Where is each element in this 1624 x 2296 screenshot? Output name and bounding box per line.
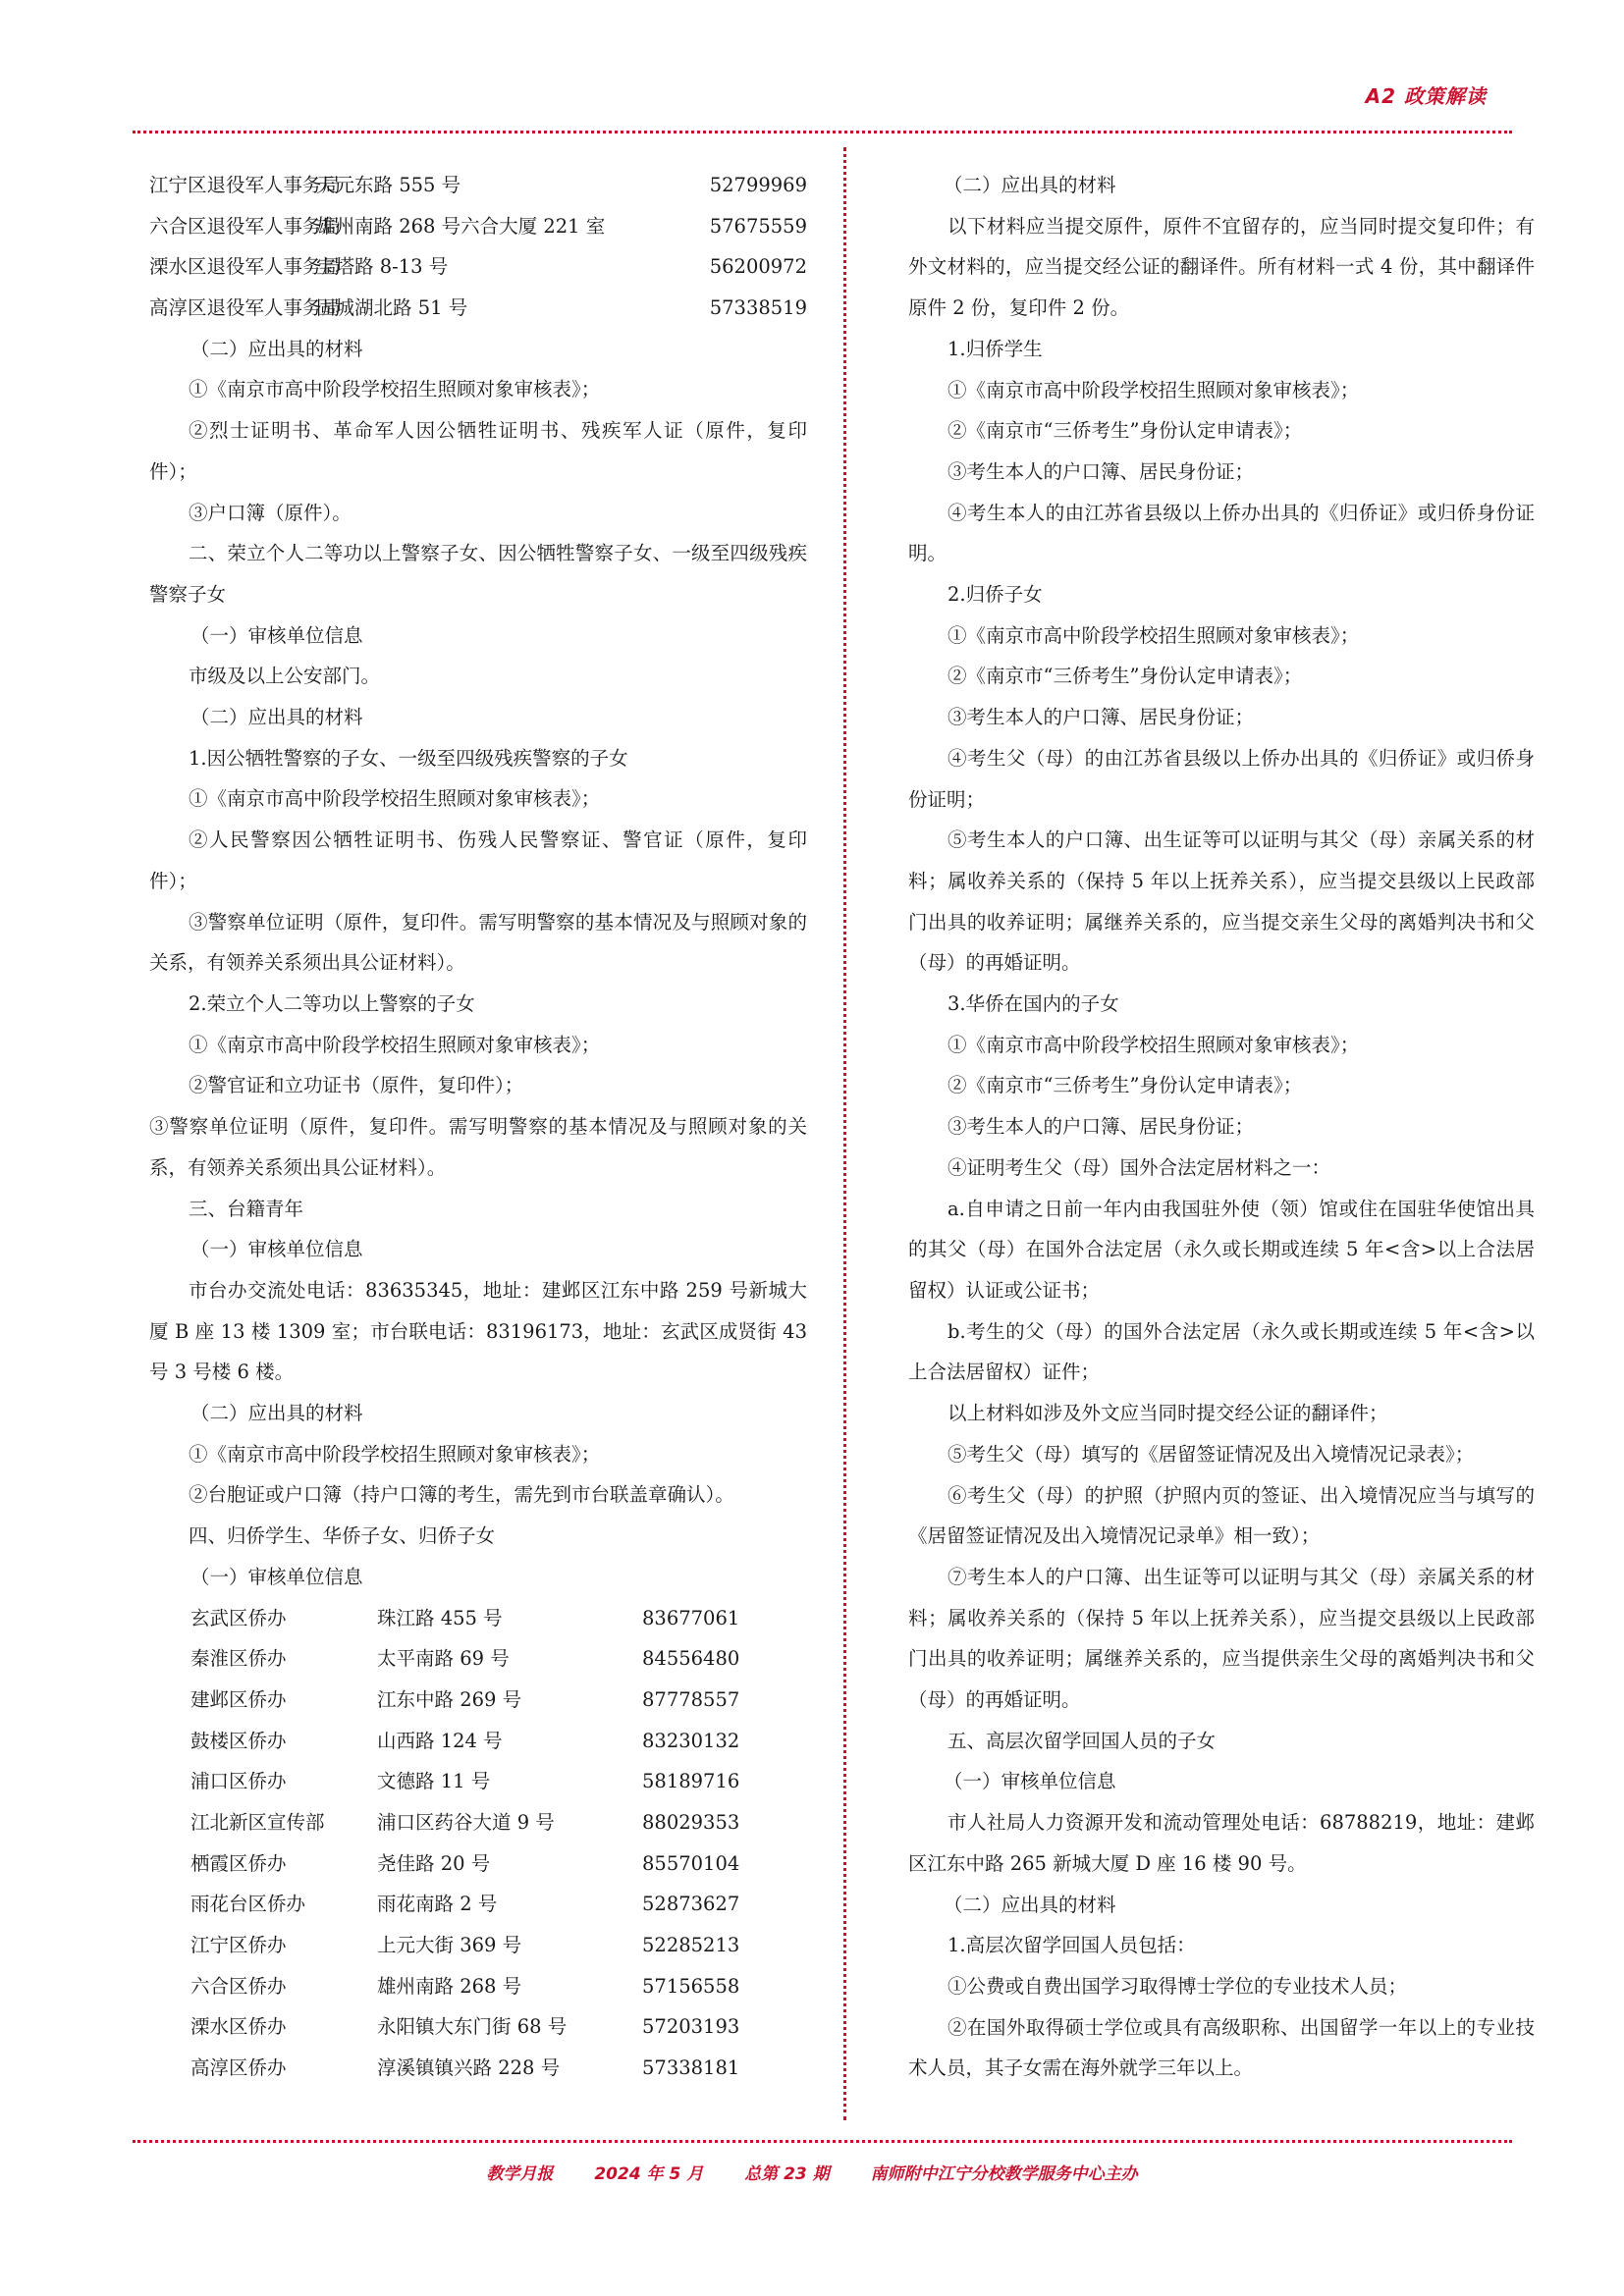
subheading: （一）审核单位信息 <box>944 1770 1116 1793</box>
subheading: （二）应出具的材料 <box>190 1402 363 1425</box>
subheading: （一）审核单位信息 <box>190 1565 363 1588</box>
paragraph: 1.高层次留学回国人员包括： <box>947 1934 1196 1957</box>
page-header-label: A2 政策解读 <box>1365 84 1487 108</box>
paragraph: 1.因公牺牲警察的子女、一级至四级残疾警察的子女 <box>189 746 628 770</box>
right-column <box>908 165 1535 2089</box>
paragraph: ①公费或自费出国学习取得博士学位的专业技术人员； <box>947 1974 1408 1998</box>
paragraph: 市人社局人力资源开发和流动管理处电话：68788219，地址：建邺区江东中路 265 新城大厦 D 座 16 楼 90 号。 <box>908 1811 1535 1875</box>
page-footer <box>0 2160 1624 2184</box>
table-row: 鼓楼区侨办 山西路 124 号 83230132 <box>190 1729 740 1752</box>
paragraph: ⑤考生父（母）填写的《居留签证情况及出入境情况记录表》； <box>947 1442 1475 1466</box>
column-divider <box>843 147 846 2120</box>
footer-date: 2024 年 5 月 <box>594 2164 704 2184</box>
subheading: （二）应出具的材料 <box>190 337 363 360</box>
top-divider <box>133 131 1512 133</box>
table-row: 六合区侨办 雄州南路 268 号 57156558 <box>190 1974 740 1998</box>
footer-publisher: 南师附中江宁分校教学服务中心主办 <box>870 2164 1138 2184</box>
subheading: （二）应出具的材料 <box>944 174 1116 196</box>
table-row: 高淳区退役军人事务局 固城湖北路 51 号 57338519 <box>149 296 807 320</box>
table-row: 建邺区侨办 江东中路 269 号 87778557 <box>190 1687 740 1711</box>
table-row: 栖霞区侨办 尧佳路 20 号 85570104 <box>190 1851 740 1875</box>
paragraph: ①《南京市高中阶段学校招生照顾对象审核表》； <box>947 378 1360 401</box>
table-row: 玄武区侨办 珠江路 455 号 83677061 <box>190 1606 740 1629</box>
paragraph: ③考生本人的户口簿、居民身份证； <box>947 706 1255 729</box>
paragraph: ③警察单位证明（原件，复印件。需写明警察的基本情况及与照顾对象的关系，有领养关系须出具公证材料）。 <box>149 910 807 975</box>
paragraph: ①《南京市高中阶段学校招生照顾对象审核表》； <box>947 1033 1360 1056</box>
subheading: （二）应出具的材料 <box>944 1893 1116 1916</box>
vet-office-table <box>149 165 807 329</box>
paragraph: ②烈士证明书、革命军人因公牺牲证明书、残疾军人证（原件，复印件）； <box>149 419 807 483</box>
paragraph: ③户口簿（原件）。 <box>189 501 352 524</box>
paragraph: ②人民警察因公牺牲证明书、伤残人民警察证、警官证（原件，复印件）； <box>149 828 807 892</box>
paragraph: ⑦考生本人的户口簿、出生证等可以证明与其父（母）亲属关系的材料；属收养关系的（保持 5 年以上抚养关系），应当提交县级以上民政部门出具的收养证明；属继养关系的，应当提供亲生父母的离婚判决书和父（母）的再婚证明。 <box>908 1565 1535 1712</box>
table-row: 雨花台区侨办 雨花南路 2 号 52873627 <box>190 1893 740 1916</box>
paragraph: ④考生父（母）的由江苏省县级以上侨办出具的《归侨证》或归侨身份证明； <box>908 746 1535 811</box>
paragraph: ⑥考生父（母）的护照（护照内页的签证、出入境情况应当与填写的《居留签证情况及出入境情况记录单》相一致）； <box>908 1483 1535 1548</box>
table-row: 秦淮区侨办 太平南路 69 号 84556480 <box>190 1647 740 1671</box>
paragraph: ①《南京市高中阶段学校招生照顾对象审核表》； <box>189 1033 601 1056</box>
paragraph: ②《南京市“三侨考生”身份认定申请表》； <box>947 1074 1303 1097</box>
left-column <box>149 165 807 2089</box>
footer-issue: 总第 23 期 <box>744 2164 830 2184</box>
paragraph: ①《南京市高中阶段学校招生照顾对象审核表》； <box>189 378 601 401</box>
paragraph: 2.归侨子女 <box>947 583 1043 607</box>
overseas-office-table <box>149 1598 807 2089</box>
table-row: 高淳区侨办 淳溪镇镇兴路 228 号 57338181 <box>190 2056 740 2080</box>
footer-publication: 教学月报 <box>486 2164 554 2184</box>
paragraph: ③警察单位证明（原件，复印件。需写明警察的基本情况及与照顾对象的关系，有领养关系须出具公证材料）。 <box>149 1115 807 1179</box>
paragraph: 市级及以上公安部门。 <box>189 665 381 688</box>
table-row: 溧水区退役军人事务局 宝塔路 8-13 号 56200972 <box>149 255 807 279</box>
table-row: 六合区退役军人事务局 雄州南路 268 号六合大厦 221 室 57675559 <box>149 214 807 238</box>
table-row: 浦口区侨办 文德路 11 号 58189716 <box>190 1770 740 1793</box>
paragraph: a.自申请之日前一年内由我国驻外使（领）馆或住在国驻华使馆出具的其父（母）在国外合法定居（永久或长期或连续 5 年<含>以上合法居留权）认证或公证书； <box>908 1197 1535 1302</box>
table-row: 江宁区侨办 上元大街 369 号 52285213 <box>190 1934 740 1957</box>
paragraph: 以上材料如涉及外文应当同时提交经公证的翻译件； <box>947 1402 1388 1425</box>
section-heading: 三、台籍青年 <box>189 1197 304 1220</box>
paragraph: ②警官证和立功证书（原件，复印件）； <box>189 1074 524 1097</box>
section-heading: 五、高层次留学回国人员的子女 <box>947 1729 1217 1752</box>
subheading: （一）审核单位信息 <box>190 1238 363 1261</box>
paragraph: ②台胞证或户口簿（持户口簿的考生，需先到市台联盖章确认）。 <box>189 1483 734 1507</box>
subheading: （二）应出具的材料 <box>190 706 363 729</box>
section-heading: 四、归侨学生、华侨子女、归侨子女 <box>189 1524 496 1548</box>
subheading: （一）审核单位信息 <box>190 623 363 647</box>
paragraph: 1.归侨学生 <box>947 337 1043 360</box>
paragraph: ①《南京市高中阶段学校招生照顾对象审核表》； <box>947 623 1360 647</box>
paragraph: ②《南京市“三侨考生”身份认定申请表》； <box>947 419 1303 443</box>
paragraph: 以下材料应当提交原件，原件不宜留存的，应当同时提交复印件；有外文材料的，应当提交经公证的翻译件。所有材料一式 4 份，其中翻译件原件 2 份，复印件 2 份。 <box>908 214 1535 320</box>
paragraph: ①《南京市高中阶段学校招生照顾对象审核表》； <box>189 1442 601 1466</box>
table-row: 江北新区宣传部 浦口区药谷大道 9 号 88029353 <box>190 1810 740 1834</box>
bottom-divider <box>133 2140 1512 2143</box>
paragraph: b.考生的父（母）的国外合法定居（永久或长期或连续 5 年<含>以上合法居留权）证件； <box>908 1319 1535 1384</box>
table-row: 江宁区退役军人事务局 天元东路 555 号 52799969 <box>149 174 807 196</box>
paragraph: ①《南京市高中阶段学校招生照顾对象审核表》； <box>189 787 601 811</box>
paragraph: 市台办交流处电话：83635345，地址：建邺区江东中路 259 号新城大厦 B 座 13 楼 1309 室；市台联电话：83196173，地址：玄武区成贤街 43 号 3 号楼 6 楼。 <box>149 1278 807 1384</box>
paragraph: ②在国外取得硕士学位或具有高级职称、出国留学一年以上的专业技术人员，其子女需在海外就学三年以上。 <box>908 2015 1535 2080</box>
paragraph: ②《南京市“三侨考生”身份认定申请表》； <box>947 665 1303 688</box>
paragraph: ④证明考生父（母）国外合法定居材料之一： <box>947 1155 1331 1179</box>
paragraph: 3.华侨在国内的子女 <box>947 992 1119 1016</box>
paragraph: ⑤考生本人的户口簿、出生证等可以证明与其父（母）亲属关系的材料；属收养关系的（保持 5 年以上抚养关系），应当提交县级以上民政部门出具的收养证明；属继养关系的，应当提交亲生父母的离婚判决书和父（母）的再婚证明。 <box>908 828 1535 975</box>
paragraph: ④考生本人的由江苏省县级以上侨办出具的《归侨证》或归侨身份证明。 <box>908 501 1535 565</box>
table-row: 溧水区侨办 永阳镇大东门街 68 号 57203193 <box>190 2015 740 2039</box>
paragraph: ③考生本人的户口簿、居民身份证； <box>947 459 1255 483</box>
paragraph: 2.荣立个人二等功以上警察的子女 <box>189 992 475 1015</box>
paragraph: ③考生本人的户口簿、居民身份证； <box>947 1115 1255 1139</box>
section-heading: 二、荣立个人二等功以上警察子女、因公牺牲警察子女、一级至四级残疾警察子女 <box>149 542 807 606</box>
